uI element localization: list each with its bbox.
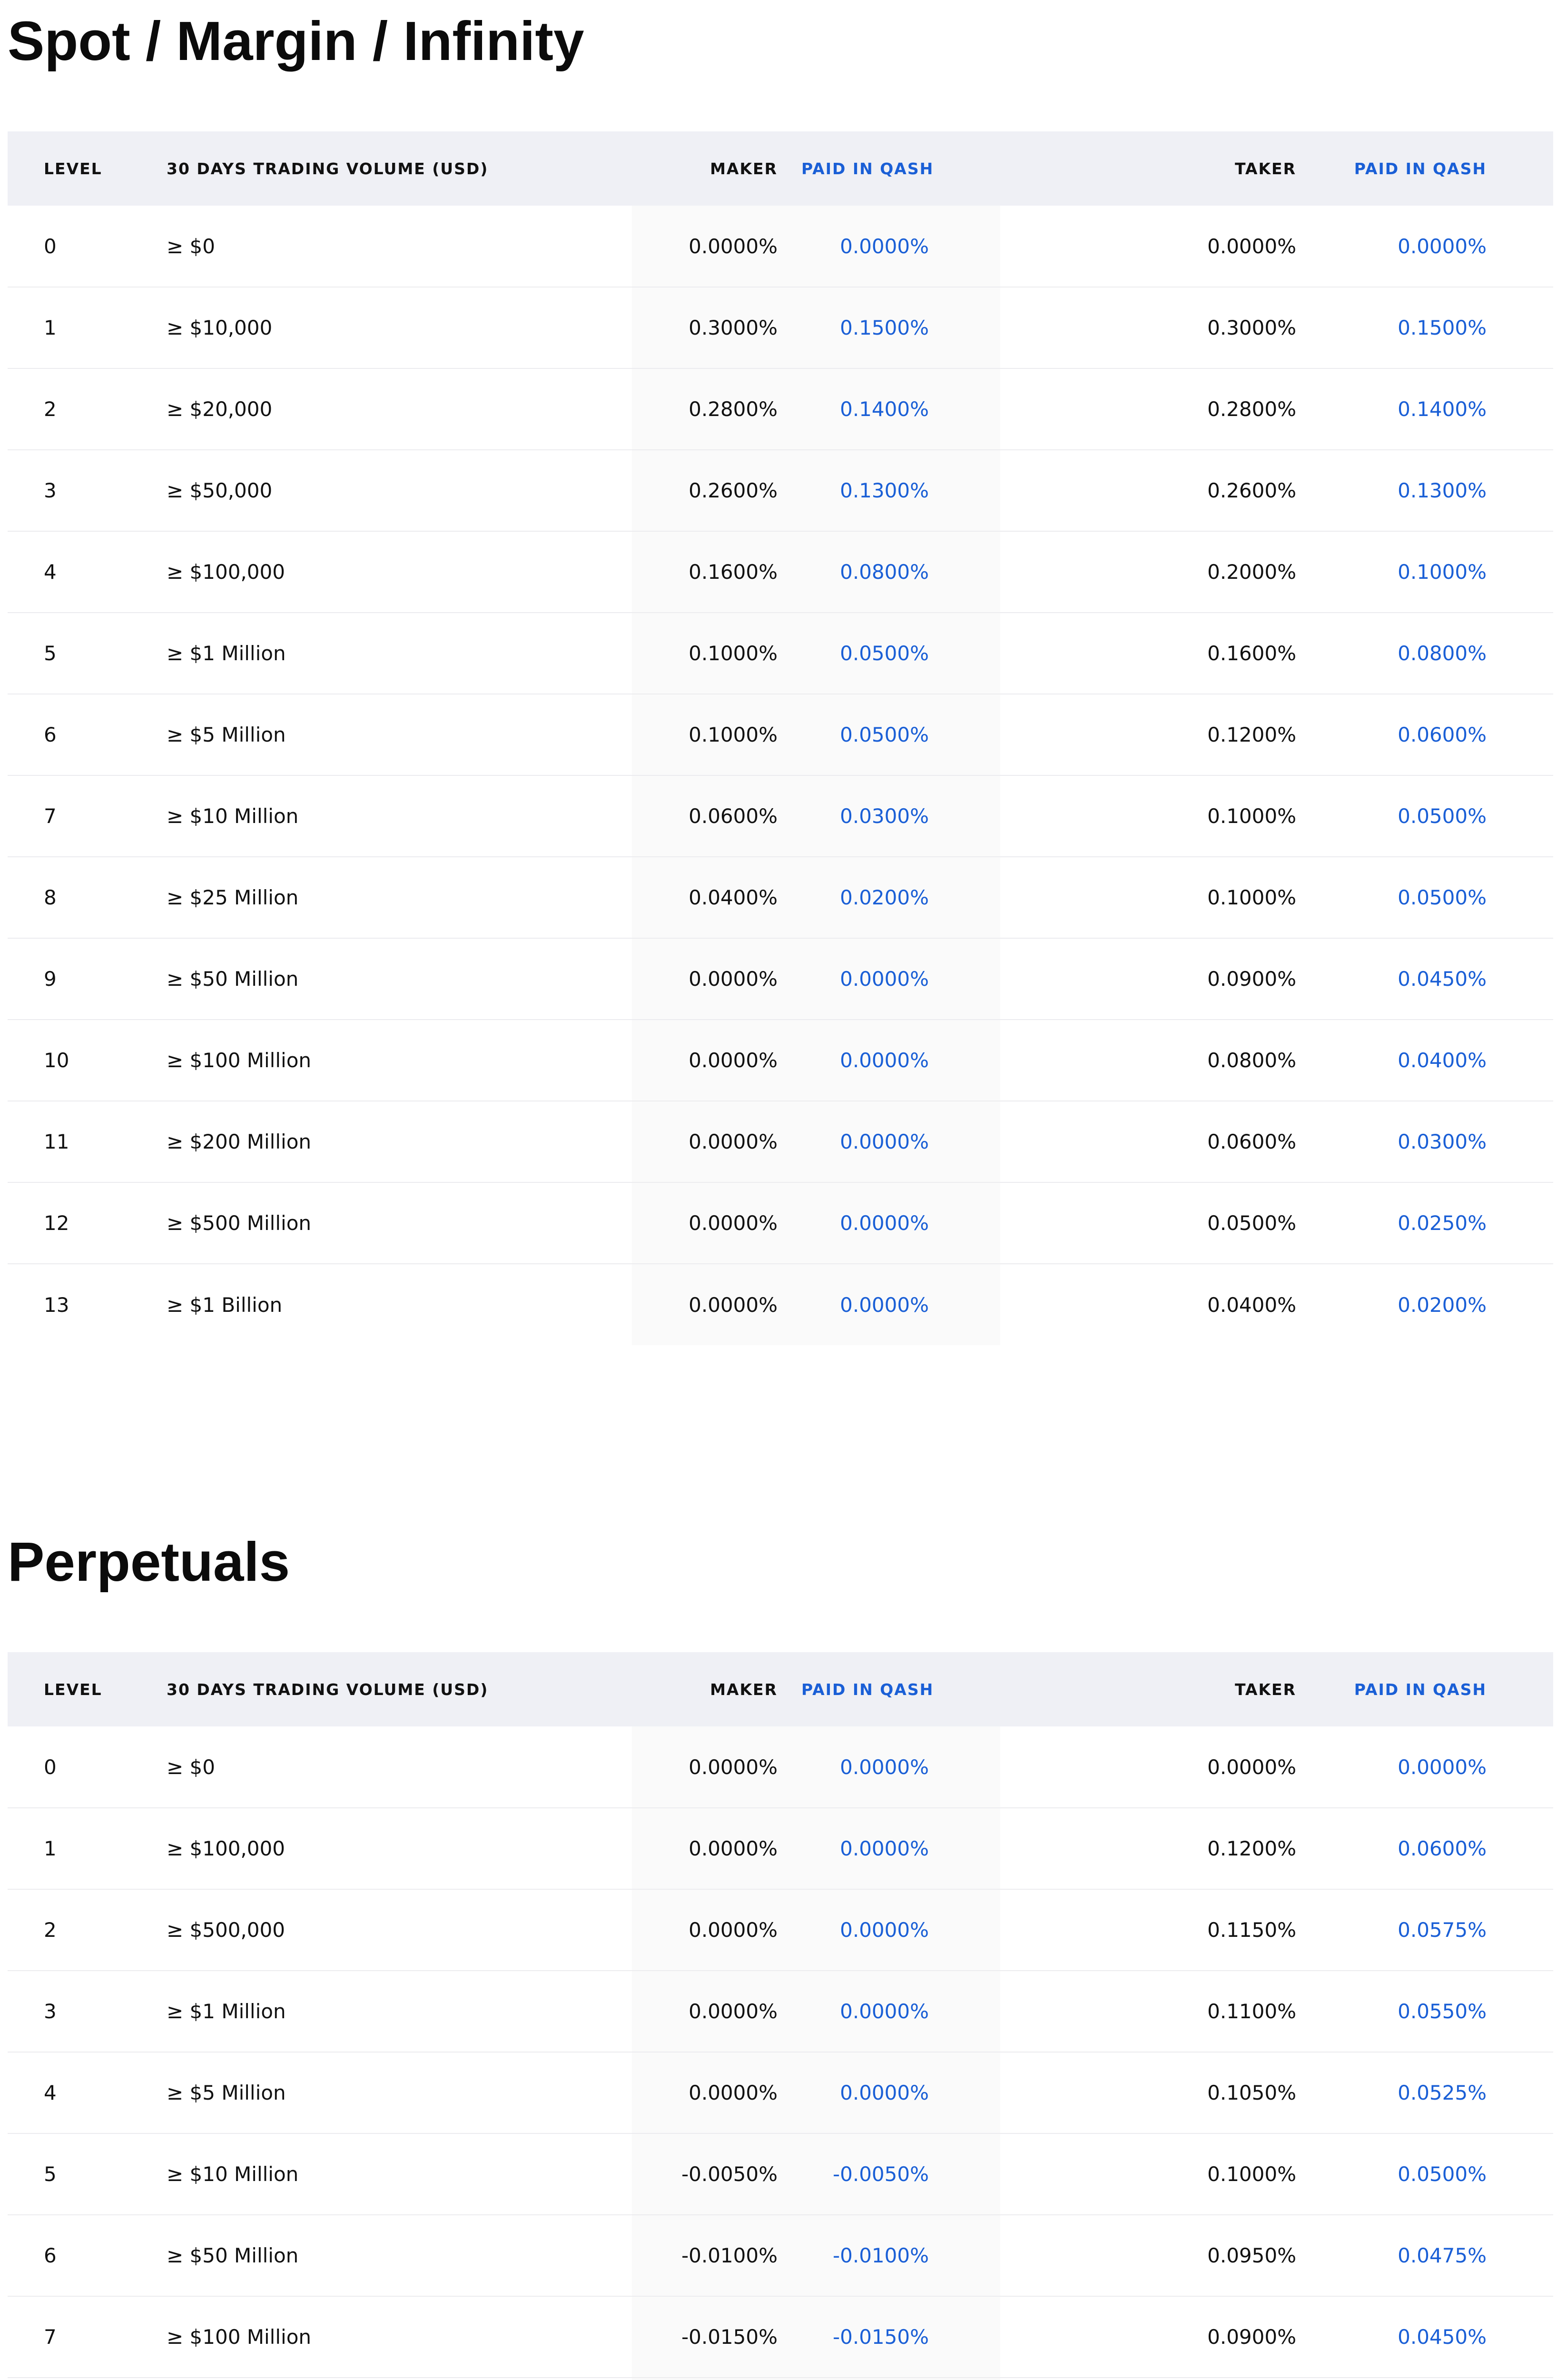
cell-taker: 0.1100% <box>1207 2000 1296 2023</box>
cell-taker-paid-in-qash: 0.1300% <box>1398 479 1487 502</box>
cell-taker-paid-in-qash: 0.1500% <box>1398 316 1487 339</box>
header-taker: TAKER <box>1234 1680 1296 1699</box>
cell-taker-paid-in-qash: 0.1400% <box>1398 397 1487 421</box>
cell-maker-paid-in-qash: 0.0300% <box>801 775 1000 857</box>
cell-level: 2 <box>44 397 57 421</box>
table-row <box>8 694 1553 775</box>
cell-taker: 0.1150% <box>1207 1918 1296 1942</box>
header-row <box>8 1652 1553 1726</box>
cell-level: 9 <box>44 967 57 991</box>
cell-maker: 0.0000% <box>632 1808 801 1889</box>
cell-maker: 0.0000% <box>632 1101 801 1182</box>
table-row <box>8 2052 1553 2133</box>
cell-maker-paid-in-qash: 0.1500% <box>801 287 1000 368</box>
cell-maker-paid-in-qash: 0.0200% <box>801 857 1000 938</box>
perpetuals-section <box>8 1521 1553 2380</box>
cell-maker: 0.2800% <box>632 368 801 450</box>
cell-taker-paid-in-qash: 0.0450% <box>1398 2325 1487 2349</box>
cell-maker: 0.0000% <box>632 1726 801 1808</box>
cell-level: 5 <box>44 2162 57 2186</box>
section-title: Spot / Margin / Infinity <box>8 10 584 72</box>
cell-taker-paid-in-qash: 0.0400% <box>1398 1049 1487 1072</box>
cell-taker: 0.1600% <box>1207 642 1296 665</box>
fee-table-header <box>8 1652 1553 1726</box>
cell-taker: 0.2800% <box>1207 397 1296 421</box>
cell-maker-paid-in-qash: 0.0000% <box>801 1182 1000 1264</box>
cell-taker: 0.0500% <box>1207 1211 1296 1235</box>
header-volume: 30 DAYS TRADING VOLUME (USD) <box>167 159 489 178</box>
cell-volume: ≥ $0 <box>167 234 215 258</box>
cell-maker-paid-in-qash: 0.0000% <box>801 1101 1000 1182</box>
cell-maker-paid-in-qash: -0.0050% <box>801 2133 1000 2215</box>
fee-table-header <box>8 131 1553 206</box>
cell-taker-paid-in-qash: 0.0000% <box>1398 234 1487 258</box>
cell-volume: ≥ $100,000 <box>167 560 285 584</box>
cell-volume: ≥ $5 Million <box>167 2081 286 2104</box>
cell-volume: ≥ $200 Million <box>167 1130 312 1153</box>
table-row <box>8 2133 1553 2215</box>
cell-volume: ≥ $5 Million <box>167 723 286 746</box>
cell-maker: 0.1600% <box>632 531 801 613</box>
cell-level: 3 <box>44 2000 57 2023</box>
cell-level <box>8 2378 167 2380</box>
table-row <box>8 450 1553 531</box>
cell-maker-paid-in-qash: 0.1400% <box>801 368 1000 450</box>
cell-volume: ≥ $500 Million <box>167 1211 312 1235</box>
header-maker-paid-in-qash: PAID IN QASH <box>801 159 934 178</box>
cell-volume: ≥ $50,000 <box>167 479 273 502</box>
cell-maker-paid-in-qash: 0.1300% <box>801 450 1000 531</box>
table-row <box>8 2378 1553 2380</box>
table-row <box>8 1726 1553 1808</box>
cell-taker: 0.0600% <box>1207 1130 1296 1153</box>
cell-maker-paid-in-qash: -0.0100% <box>801 2215 1000 2296</box>
table-row <box>8 1971 1553 2052</box>
cell-taker: 0.0000% <box>1207 234 1296 258</box>
cell-taker-paid-in-qash: 0.0500% <box>1398 2162 1487 2186</box>
cell-maker-paid-in-qash: 0.0000% <box>801 1264 1000 1345</box>
cell-maker-paid-in-qash: 0.0500% <box>801 613 1000 694</box>
cell-maker-paid-in-qash: 0.0000% <box>801 2052 1000 2133</box>
fee-table <box>8 131 1553 1345</box>
cell-taker-paid-in-qash: 0.0600% <box>1398 723 1487 746</box>
cell-taker-paid-in-qash: 0.0600% <box>1398 1837 1487 1860</box>
spot-margin-infinity-section <box>8 0 1553 1345</box>
cell-taker: 0.0400% <box>1207 1293 1296 1317</box>
header-maker-paid-in-qash: PAID IN QASH <box>801 1680 934 1699</box>
cell-maker-paid-in-qash: 0.0000% <box>801 206 1000 287</box>
cell-level: 13 <box>44 1293 69 1317</box>
cell-volume: ≥ $1 Million <box>167 2000 286 2023</box>
cell-maker-paid-in-qash: 0.0500% <box>801 694 1000 775</box>
cell-volume: ≥ $1 Million <box>167 642 286 665</box>
table-row <box>8 857 1553 938</box>
cell-maker: 0.0000% <box>632 1020 801 1101</box>
header-maker: MAKER <box>710 159 778 178</box>
cell-maker: -0.0150% <box>632 2296 801 2378</box>
cell-level: 0 <box>44 1755 57 1779</box>
cell-taker-paid-in-qash: 0.0000% <box>1398 1755 1487 1779</box>
cell-taker-paid-in-qash: 0.0800% <box>1398 642 1487 665</box>
header-row <box>8 131 1553 206</box>
cell-level: 0 <box>44 234 57 258</box>
cell-taker: 0.3000% <box>1207 316 1296 339</box>
cell-taker <box>1000 2378 1320 2380</box>
cell-taker-paid-in-qash: 0.0200% <box>1398 1293 1487 1317</box>
cell-taker: 0.0950% <box>1207 2244 1296 2267</box>
cell-level: 11 <box>44 1130 69 1153</box>
cell-taker: 0.2600% <box>1207 479 1296 502</box>
header-maker: MAKER <box>710 1680 778 1699</box>
cell-level: 7 <box>44 804 57 828</box>
fee-table <box>8 1652 1553 2380</box>
cell-level: 1 <box>44 316 57 339</box>
cell-taker-paid-in-qash: 0.0250% <box>1398 1211 1487 1235</box>
cell-level: 6 <box>44 2244 57 2267</box>
fee-table-body <box>8 206 1553 1345</box>
cell-taker: 0.2000% <box>1207 560 1296 584</box>
table-row <box>8 2215 1553 2296</box>
cell-taker-paid-in-qash <box>1320 2378 1553 2380</box>
cell-level: 12 <box>44 1211 69 1235</box>
cell-taker: 0.1200% <box>1207 723 1296 746</box>
cell-volume: ≥ $50 Million <box>167 2244 299 2267</box>
cell-level: 3 <box>44 479 57 502</box>
cell-level: 8 <box>44 886 57 909</box>
cell-maker: 0.0000% <box>632 1971 801 2052</box>
cell-taker-paid-in-qash: 0.0550% <box>1398 2000 1487 2023</box>
table-row <box>8 1020 1553 1101</box>
cell-level: 2 <box>44 1918 57 1942</box>
cell-taker: 0.1000% <box>1207 886 1296 909</box>
cell-volume: ≥ $10 Million <box>167 2162 299 2186</box>
table-row <box>8 775 1553 857</box>
cell-maker-paid-in-qash: 0.0000% <box>801 1726 1000 1808</box>
cell-level: 6 <box>44 723 57 746</box>
cell-maker-paid-in-qash: 0.0000% <box>801 938 1000 1020</box>
cell-taker-paid-in-qash: 0.0475% <box>1398 2244 1487 2267</box>
header-level: LEVEL <box>44 159 102 178</box>
cell-volume: ≥ $1 Billion <box>167 1293 283 1317</box>
cell-maker-paid-in-qash: 0.0000% <box>801 1971 1000 2052</box>
cell-taker: 0.1050% <box>1207 2081 1296 2104</box>
cell-maker: 0.0000% <box>632 1264 801 1345</box>
cell-volume: ≥ $50 Million <box>167 967 299 991</box>
cell-taker-paid-in-qash: 0.0575% <box>1398 1918 1487 1942</box>
cell-maker-paid-in-qash: -0.0150% <box>801 2296 1000 2378</box>
cell-maker-paid-in-qash <box>801 2378 1000 2380</box>
cell-maker: 0.0000% <box>632 1889 801 1971</box>
cell-volume: ≥ $10 Million <box>167 804 299 828</box>
cell-taker-paid-in-qash: 0.0300% <box>1398 1130 1487 1153</box>
cell-maker: 0.3000% <box>632 287 801 368</box>
cell-level: 5 <box>44 642 57 665</box>
cell-maker <box>632 2378 801 2380</box>
cell-volume: ≥ $0 <box>167 1755 215 1779</box>
table-row <box>8 531 1553 613</box>
cell-volume <box>167 2378 632 2380</box>
cell-volume: ≥ $100 Million <box>167 1049 312 1072</box>
cell-taker-paid-in-qash: 0.0500% <box>1398 804 1487 828</box>
section-title: Perpetuals <box>8 1531 290 1593</box>
cell-maker: 0.0600% <box>632 775 801 857</box>
cell-volume: ≥ $25 Million <box>167 886 299 909</box>
cell-taker: 0.0900% <box>1207 2325 1296 2349</box>
cell-volume: ≥ $100 Million <box>167 2325 312 2349</box>
cell-maker-paid-in-qash: 0.0000% <box>801 1020 1000 1101</box>
cell-taker: 0.1000% <box>1207 804 1296 828</box>
cell-maker-paid-in-qash: 0.0000% <box>801 1889 1000 1971</box>
cell-taker: 0.1000% <box>1207 2162 1296 2186</box>
header-taker: TAKER <box>1234 159 1296 178</box>
cell-level: 4 <box>44 560 57 584</box>
table-row <box>8 1101 1553 1182</box>
table-row <box>8 938 1553 1020</box>
cell-volume: ≥ $100,000 <box>167 1837 285 1860</box>
table-row <box>8 2296 1553 2378</box>
cell-volume: ≥ $500,000 <box>167 1918 285 1942</box>
cell-maker: -0.0100% <box>632 2215 801 2296</box>
header-taker-paid-in-qash: PAID IN QASH <box>1354 1680 1487 1699</box>
cell-level: 7 <box>44 2325 57 2349</box>
cell-maker: 0.0000% <box>632 938 801 1020</box>
table-row <box>8 287 1553 368</box>
table-row <box>8 1182 1553 1264</box>
fee-table-body <box>8 1726 1553 2380</box>
cell-maker-paid-in-qash: 0.0800% <box>801 531 1000 613</box>
cell-maker: 0.1000% <box>632 613 801 694</box>
cell-level: 4 <box>44 2081 57 2104</box>
cell-volume: ≥ $20,000 <box>167 397 273 421</box>
cell-maker: 0.0000% <box>632 1182 801 1264</box>
table-row <box>8 613 1553 694</box>
table-row <box>8 1889 1553 1971</box>
cell-level: 1 <box>44 1837 57 1860</box>
table-row <box>8 368 1553 450</box>
cell-maker: 0.1000% <box>632 694 801 775</box>
cell-taker: 0.0800% <box>1207 1049 1296 1072</box>
cell-taker: 0.1200% <box>1207 1837 1296 1860</box>
cell-taker: 0.0900% <box>1207 967 1296 991</box>
cell-maker-paid-in-qash: 0.0000% <box>801 1808 1000 1889</box>
cell-level: 10 <box>44 1049 69 1072</box>
header-volume: 30 DAYS TRADING VOLUME (USD) <box>167 1680 489 1699</box>
cell-taker-paid-in-qash: 0.0500% <box>1398 886 1487 909</box>
table-row <box>8 1808 1553 1889</box>
header-level: LEVEL <box>44 1680 102 1699</box>
cell-taker-paid-in-qash: 0.1000% <box>1398 560 1487 584</box>
cell-maker: 0.0000% <box>632 206 801 287</box>
cell-taker-paid-in-qash: 0.0450% <box>1398 967 1487 991</box>
cell-volume: ≥ $10,000 <box>167 316 273 339</box>
cell-maker: 0.2600% <box>632 450 801 531</box>
cell-maker: -0.0050% <box>632 2133 801 2215</box>
table-row <box>8 206 1553 287</box>
cell-taker: 0.0000% <box>1207 1755 1296 1779</box>
table-row <box>8 1264 1553 1345</box>
cell-maker: 0.0400% <box>632 857 801 938</box>
header-taker-paid-in-qash: PAID IN QASH <box>1354 159 1487 178</box>
cell-maker: 0.0000% <box>632 2052 801 2133</box>
cell-taker-paid-in-qash: 0.0525% <box>1398 2081 1487 2104</box>
